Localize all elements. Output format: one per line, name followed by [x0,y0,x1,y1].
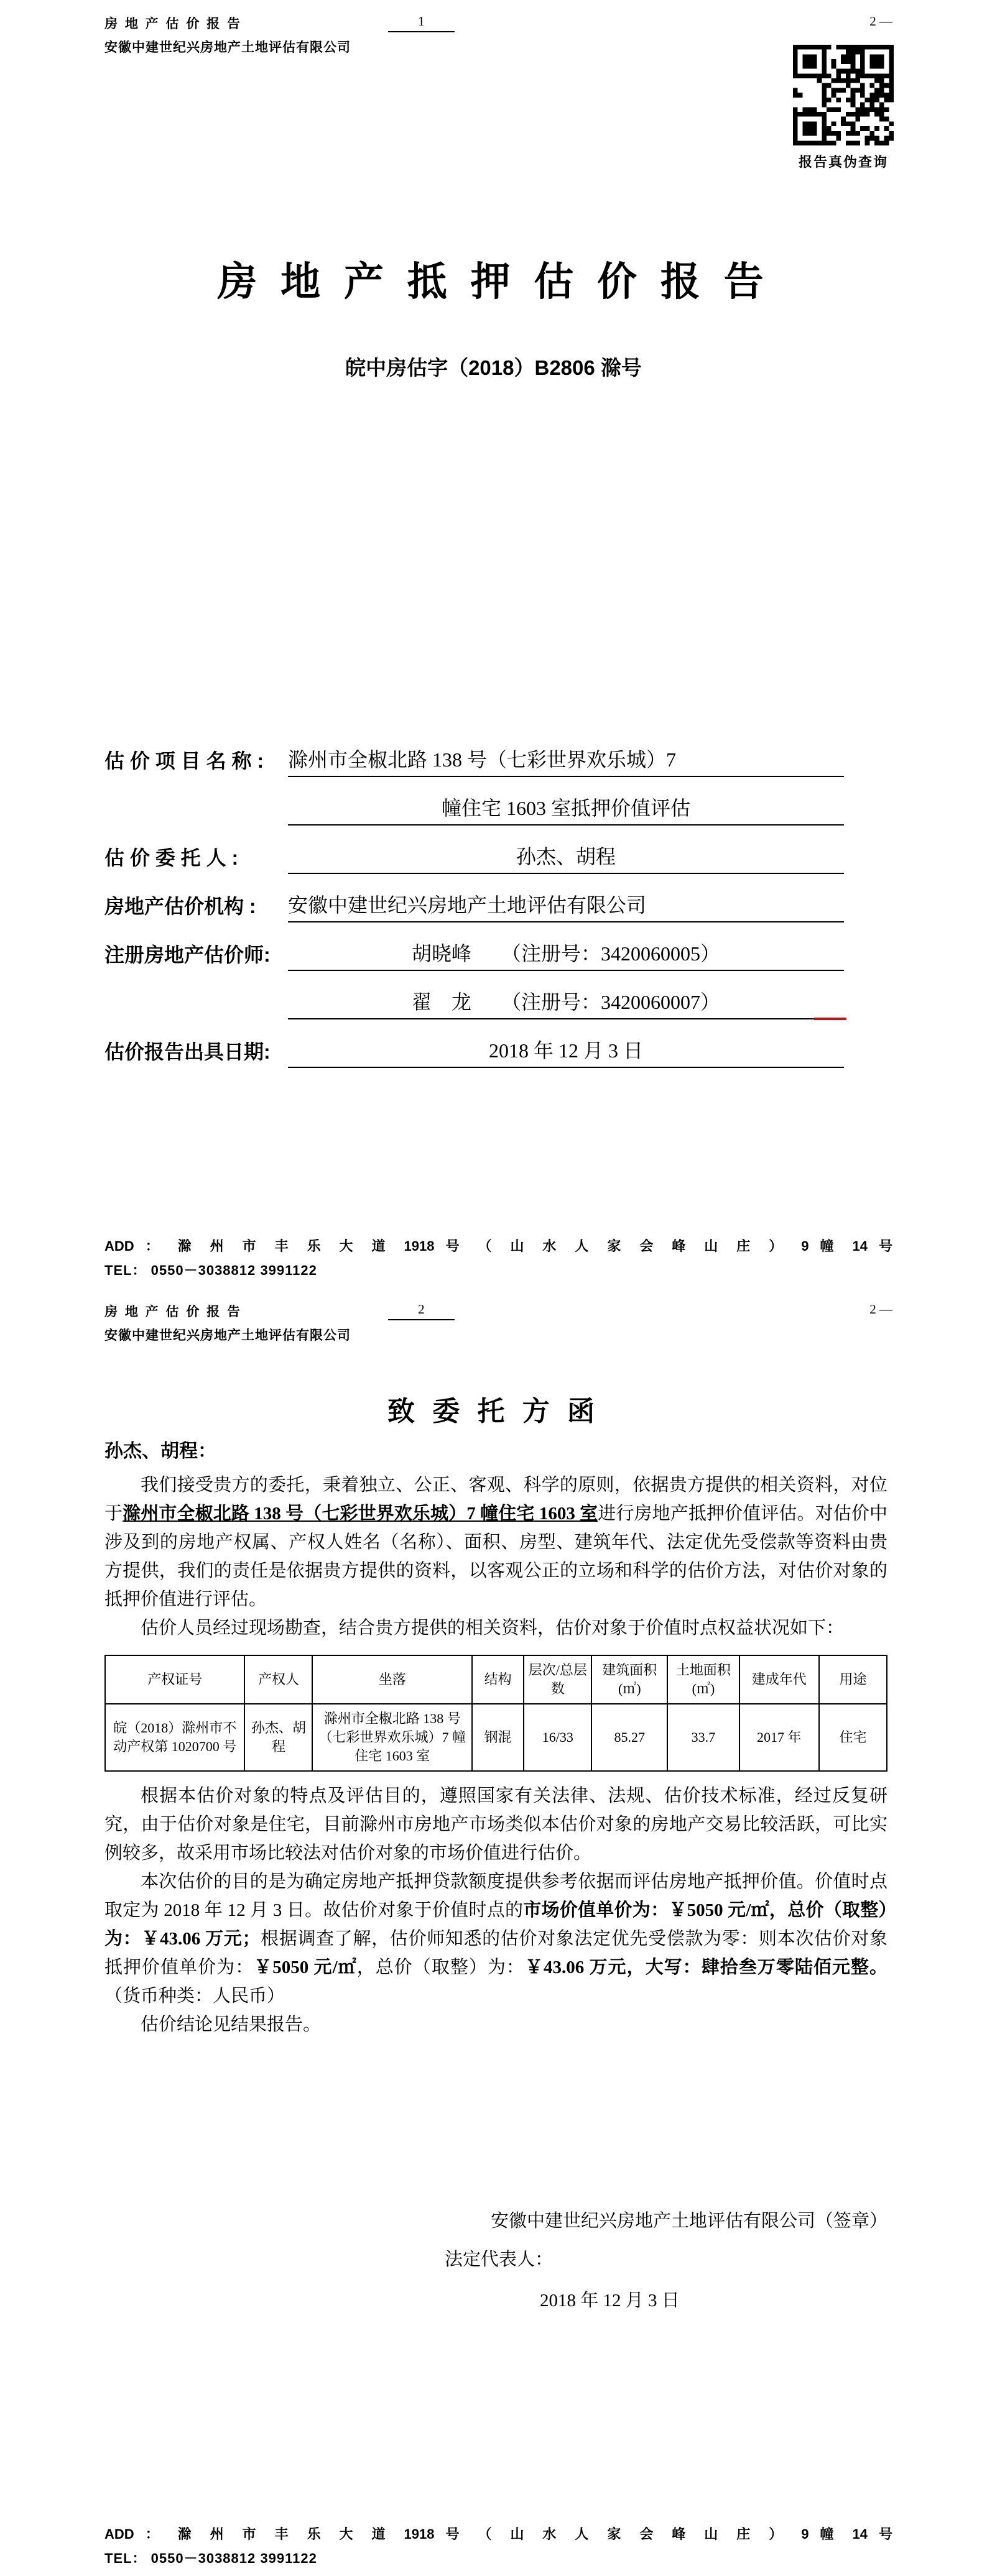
report-doc-number: 皖中房估字（2018）B2806 滁号 [345,356,642,379]
field-value: 翟 龙 （注册号：3420060007） [411,991,720,1013]
field-project-name-cont [104,777,844,826]
table-row [105,1704,887,1771]
field-value: 滁州市全椒北路 138 号（七彩世界欢乐城）7 [288,744,844,777]
field-value-wrap [288,987,844,1019]
report-main-title: 房 地 产 抵 押 估 价 报 告 [217,259,770,304]
field-value: 2018 年 12 月 3 日 [288,1035,844,1068]
signature-block [104,2207,887,2315]
valuation-text-2: 根据调查了解，估价师知悉的估价对象法定优先受偿款为零：则本次估价对象抵押价值单价为： [104,1929,887,1977]
cell-usage: 住宅 [819,1704,887,1771]
page-2 [0,1288,987,2576]
col-header-usage: 用途 [819,1655,887,1704]
field-label [104,822,288,826]
col-header-building-area: 建筑面积(㎡) [591,1655,667,1704]
qr-code-icon [793,45,894,145]
valuation-text-4: （货币种类：人民币） [104,1986,285,2006]
field-label: 估 价 项 目 名 称 : [104,750,264,772]
red-mark [814,1018,846,1020]
col-header-floor: 层次/总层数 [524,1655,591,1704]
paragraph-valuation [104,1867,887,2010]
intro-tail: 进行房地产抵押价值评估。对估价中涉及到的房地产权属、产权人姓名（名称）、面积、房型、建筑年代、法定优先受偿款等资料由贵方提供，我们的责任是依据贵方提供的资料，以客观公正的立场和科学的估价方法，对估价对象的抵押价值进行评估。 [104,1504,887,1609]
header-company-name: 安徽中建世纪兴房地产土地评估有限公司 [104,40,351,55]
header-report-title: 房 地 产 估 价 报 告 [104,17,243,31]
valuation-text-1: 本次估价的目的是为确定房地产抵押贷款额度提供参考依据而评估房地产抵押价值。价值时点取定为 2018 年 12 月 3 日。故估价对象于价值时点的 [104,1872,887,1920]
field-label: 注册房地产估价师: [104,944,271,966]
header-page-count: 2 — [869,14,892,29]
footer-address: ADD ： 滁 州 市 丰 乐 大 道 1918 号 （ 山 水 人 家 会 峰 山 庄 ） 9 幢 14 号 [104,2526,892,2542]
cell-land-area: 33.7 [667,1704,739,1771]
page1-running-header [104,14,892,56]
field-value: 安徽中建世纪兴房地产土地评估有限公司 [288,890,844,922]
letter-title: 致 委 托 方 函 [387,1396,600,1427]
intro-lead: 我们接受贵方的委托，秉着独立、公正、客观、科学的原则，依据贵方提供的相关资料，对位于 [104,1475,887,1524]
field-label: 房地产估价机构 : [104,895,256,918]
valuation-text-3: ，总价（取整）为： [356,1957,525,1977]
paragraph-intro [104,1471,887,1614]
col-header-structure: 结构 [472,1655,524,1704]
page1-footer [104,1236,892,1279]
table-header-row [105,1655,887,1704]
footer-phone: TEL： 0550－3038812 3991122 [104,2551,317,2566]
header-page-number: 2 [388,1302,455,1320]
cell-structure: 钢混 [472,1704,524,1771]
field-label [104,1016,288,1019]
cover-fields [104,729,844,1068]
paragraph-method: 根据本估价对象的特点及评估目的，遵照国家有关法律、法规、估价技术标准，经过反复研究，由于估价对象是住宅，目前滁州市房地产市场类似本估价对象的房地产交易比较活跃，可比实例较多，故采用市场比较法对估价对象的市场价值进行估价。 [104,1786,887,1863]
footer-phone: TEL： 0550－3038812 3991122 [104,1263,317,1278]
cell-owner: 孙杰、胡程 [244,1704,312,1771]
property-address-emphasis: 滁州市全椒北路 138 号（七彩世界欢乐城）7 幢住宅 1603 室 [123,1504,598,1524]
property-rights-table [104,1655,887,1772]
signature-date: 2018 年 12 月 3 日 [540,2291,680,2311]
field-project-name [104,729,844,777]
footer-address: ADD ： 滁 州 市 丰 乐 大 道 1918 号 （ 山 水 人 家 会 峰 山 庄 ） 9 幢 14 号 [104,1238,892,1254]
header-page-number: 1 [388,14,455,32]
field-value: 胡晓峰 （注册号：3420060005） [288,938,844,971]
paragraph-survey: 估价人员经过现场勘查，结合贵方提供的相关资料，估价对象于价值时点权益状况如下： [141,1618,845,1638]
field-value: 幢住宅 1603 室抵押价值评估 [288,793,844,826]
field-label: 估 价 委 托 人 : [104,847,239,869]
field-value: 孙杰、胡程 [288,841,844,874]
field-appraiser-2 [104,971,844,1019]
market-value-bold: 市场价值单价为：￥5050 元/㎡，总价（取整）为：￥43.06 万元； [104,1900,887,1949]
qr-caption: 报告真伪查询 [798,154,888,170]
salutation: 孙杰、胡程： [104,1441,216,1461]
field-label: 估价报告出具日期: [104,1041,271,1063]
col-header-cert-no: 产权证号 [105,1655,244,1704]
col-header-land-area: 土地面积(㎡) [667,1655,739,1704]
cell-location: 滁州市全椒北路 138 号（七彩世界欢乐城）7 幢住宅 1603 室 [312,1704,472,1771]
cell-build-year: 2017 年 [739,1704,819,1771]
field-client [104,826,844,874]
page2-footer [104,2524,892,2567]
header-row [104,1302,892,1323]
header-report-title: 房 地 产 估 价 报 告 [104,1305,243,1319]
paragraph-conclusion: 估价结论见结果报告。 [141,2015,322,2035]
cell-cert-no: 皖（2018）滁州市不动产权第 1020700 号 [105,1704,244,1771]
col-header-location: 坐落 [312,1655,472,1704]
signature-legal-rep: 法定代表人： [445,2250,554,2270]
header-row [104,14,892,35]
col-header-owner: 产权人 [244,1655,312,1704]
cell-floor: 16/33 [524,1704,591,1771]
header-page-count: 2 — [869,1302,892,1317]
header-company-name: 安徽中建世纪兴房地产土地评估有限公司 [104,1328,351,1343]
letter-body [104,1437,887,2315]
cell-building-area: 85.27 [591,1704,667,1771]
col-header-build-year: 建成年代 [739,1655,819,1704]
signature-company: 安徽中建世纪兴房地产土地评估有限公司（签章） [490,2211,887,2231]
qr-block [793,45,894,171]
field-report-date [104,1019,844,1068]
field-appraiser-1 [104,922,844,971]
total-price-bold: ￥43.06 万元，大写：肆拾叁万零陆佰元整。 [524,1957,887,1977]
unit-price-bold: ￥5050 元/㎡ [254,1957,357,1977]
field-agency [104,874,844,922]
page2-running-header [104,1302,892,1344]
